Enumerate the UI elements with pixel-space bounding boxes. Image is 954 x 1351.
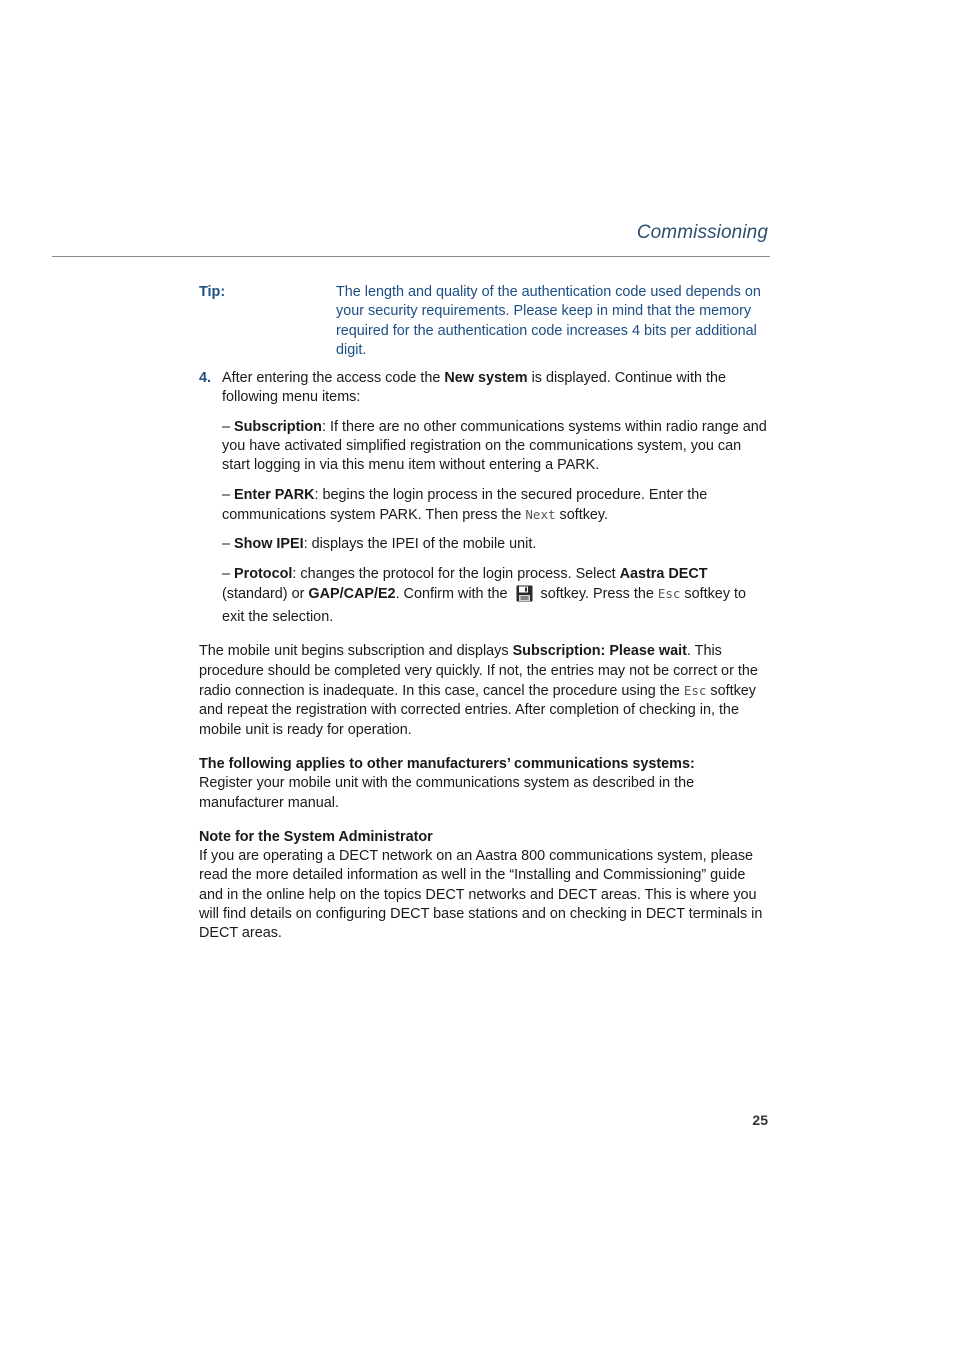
dash: – [222, 536, 235, 553]
desc-protocol-e: softkey to exit the selection. [222, 585, 747, 626]
step-intro [222, 369, 771, 408]
save-icon [516, 585, 533, 608]
desc-protocol-a: : changes the protocol for the login process. Select [292, 565, 620, 582]
step-intro-text-end: is displayed. Continue with the following menu items: [222, 370, 726, 406]
term-protocol: Protocol [234, 565, 293, 582]
dash: – [222, 486, 235, 503]
step-body [222, 369, 771, 627]
tip-text: The length and quality of the authentication code used depends on your security requirements. Please keep in mind that the memory required for the authentication code increases 4 bits per additional digit. [336, 284, 761, 358]
menu-item-enter-park [222, 486, 771, 526]
desc-show-ipei: : displays the IPEI of the mobile unit. [303, 536, 537, 553]
dash: – [222, 565, 235, 582]
subscription-please-wait: Subscription: Please wait [512, 643, 687, 660]
step-4 [199, 369, 771, 627]
step-number: 4. [199, 370, 212, 387]
term-subscription: Subscription [234, 418, 322, 435]
sub-para-text: The mobile unit begins subscription and displays [199, 643, 513, 660]
desc-enter-park-end: softkey. [555, 506, 609, 523]
desc-protocol-c: . Confirm with the [395, 585, 512, 602]
sub-para-text-mid: . This procedure should be completed very quickly. If not, the entries may not be correct or the radio connection is inadequate. In this case, cancel the procedure using the [199, 643, 758, 700]
desc-subscription: : If there are no other communications systems within radio range and you have activated simplified registration on the communications system, you can start logging in via this menu item without entering a PARK. [222, 418, 767, 474]
admin-note-heading [199, 828, 771, 847]
admin-note-text: If you are operating a DECT network on an Aastra 800 communications system, please read the more detailed information as well in the “Installing and Commissioning” guide and in the online help on the topics DECT networks and DECT areas. This is where you will find details on configuring DECT base stations and on checking in DECT terminals in DECT areas. [199, 848, 763, 942]
desc-protocol-b: (standard) or [222, 585, 309, 602]
softkey-esc: Esc [683, 683, 707, 699]
admin-note-section [199, 828, 771, 944]
other-manufacturers-text: Register your mobile unit with the communications system as described in the manufacturer manual. [199, 775, 695, 811]
term-enter-park: Enter PARK [234, 486, 315, 503]
page-number: 25 [752, 1112, 768, 1128]
softkey-esc: Esc [657, 585, 681, 601]
subscription-paragraph [199, 642, 771, 739]
page-content [199, 283, 771, 944]
section-heading: Note for the System Administrator [199, 828, 433, 845]
section-heading: The following applies to other manufacturers’ communications systems: [199, 755, 695, 772]
term-gap-cap-e2: GAP/CAP/E2 [308, 585, 396, 602]
tip-label: Tip: [199, 284, 226, 300]
new-system-term: New system [444, 370, 528, 387]
softkey-next: Next [525, 506, 556, 522]
dash: – [222, 418, 235, 435]
menu-item-subscription [222, 418, 771, 476]
menu-item-show-ipei [222, 535, 771, 554]
other-manufacturers-heading [199, 755, 771, 774]
other-manufacturers-section [199, 755, 771, 813]
chapter-title: Commissioning [636, 222, 768, 243]
step-intro-text: After entering the access code the [222, 370, 445, 387]
sub-para-text-end: softkey and repeat the registration with corrected entries. After completion of checking in, the mobile unit is ready for operation. [199, 683, 756, 738]
term-aastra-dect: Aastra DECT [619, 565, 708, 582]
desc-enter-park: : begins the login process in the secured procedure. Enter the communications system PARK. Then press the [222, 486, 708, 523]
menu-item-protocol [222, 565, 771, 628]
header-divider [52, 256, 770, 257]
term-show-ipei: Show IPEI [234, 536, 304, 553]
desc-protocol-d: softkey. Press the [536, 585, 658, 602]
tip-box [199, 283, 771, 360]
